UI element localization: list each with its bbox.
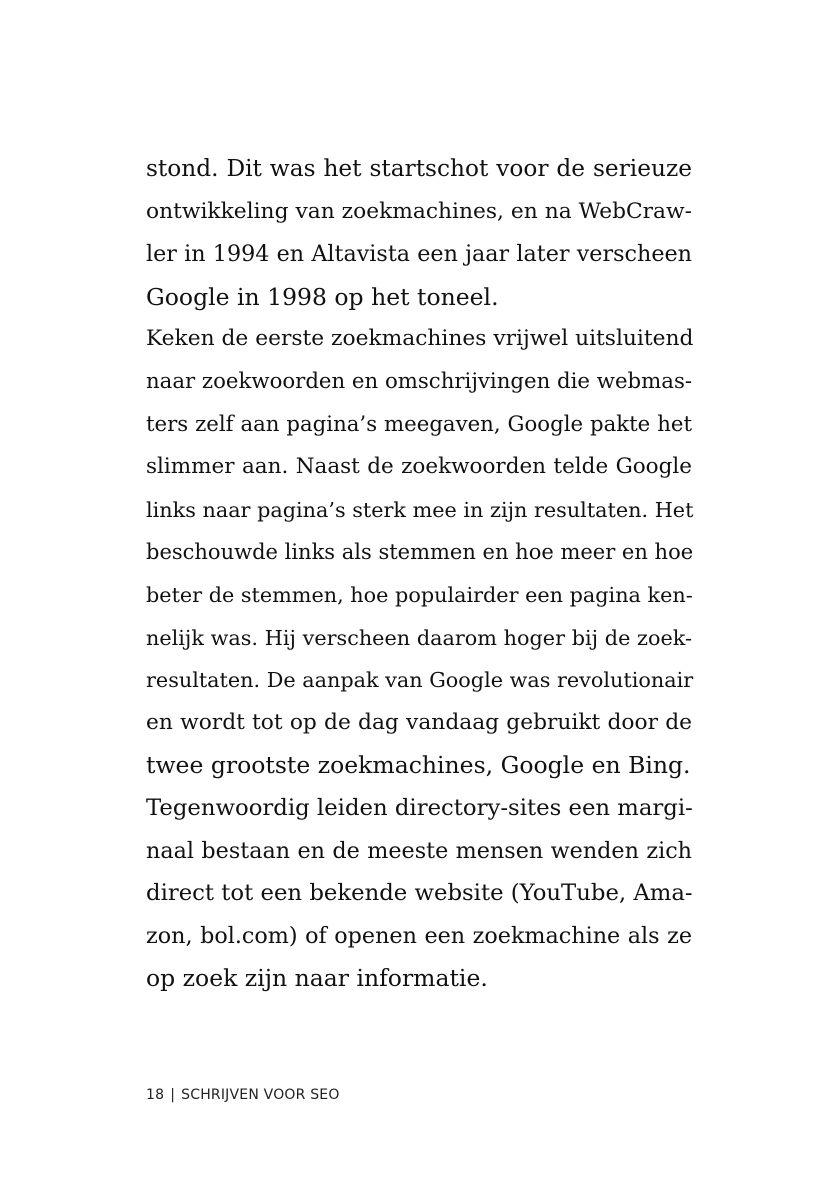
page-footer xyxy=(146,1087,340,1103)
text-line: stond. Dit was het startschot voor de serieuze xyxy=(146,155,692,182)
footer-separator: | xyxy=(170,1087,176,1103)
text-line: ler in 1994 en Altavista een jaar later verscheen xyxy=(146,241,692,268)
page-number: 18 xyxy=(146,1087,165,1103)
text-line: Tegenwoordig leiden directory-sites een margi- xyxy=(146,794,693,821)
running-title: SCHRIJVEN VOOR SEO xyxy=(181,1087,340,1103)
text-line: beter de stemmen, hoe populairder een pagina ken- xyxy=(146,582,693,607)
text-line: op zoek zijn naar informatie. xyxy=(146,964,488,993)
text-line: ters zelf aan pagina’s meegaven, Google pakte het xyxy=(146,411,692,437)
text-line: slimmer aan. Naast de zoekwoorden telde Google xyxy=(146,454,692,480)
text-line: beschouwde links als stemmen en hoe meer en hoe xyxy=(146,540,694,565)
text-line: resultaten. De aanpak van Google was revolutionair xyxy=(146,668,694,693)
text-line: Keken de eerste zoekmachines vrijwel uitsluitend xyxy=(146,326,694,352)
text-line: zon, bol.com) of openen een zoekmachine als ze xyxy=(146,922,692,949)
body-text xyxy=(146,148,692,1000)
text-line: twee grootste zoekmachines, Google en Bing. xyxy=(146,751,691,780)
text-line: naar zoekwoorden en omschrijvingen die webmas- xyxy=(146,368,693,394)
text-line: naal bestaan en de meeste mensen wenden zich xyxy=(146,837,692,864)
text-line: ontwikkeling van zoekmachines, en na WebCraw- xyxy=(146,198,692,224)
text-line: nelijk was. Hij verscheen daarom hoger bij de zoek- xyxy=(146,625,692,650)
text-line: direct tot een bekende website (YouTube, Ama- xyxy=(146,880,693,907)
text-line: Google in 1998 op het toneel. xyxy=(146,282,499,311)
text-line: en wordt tot op de dag vandaag gebruikt door de xyxy=(146,709,692,735)
text-line: links naar pagina’s sterk mee in zijn resultaten. Het xyxy=(146,497,694,522)
